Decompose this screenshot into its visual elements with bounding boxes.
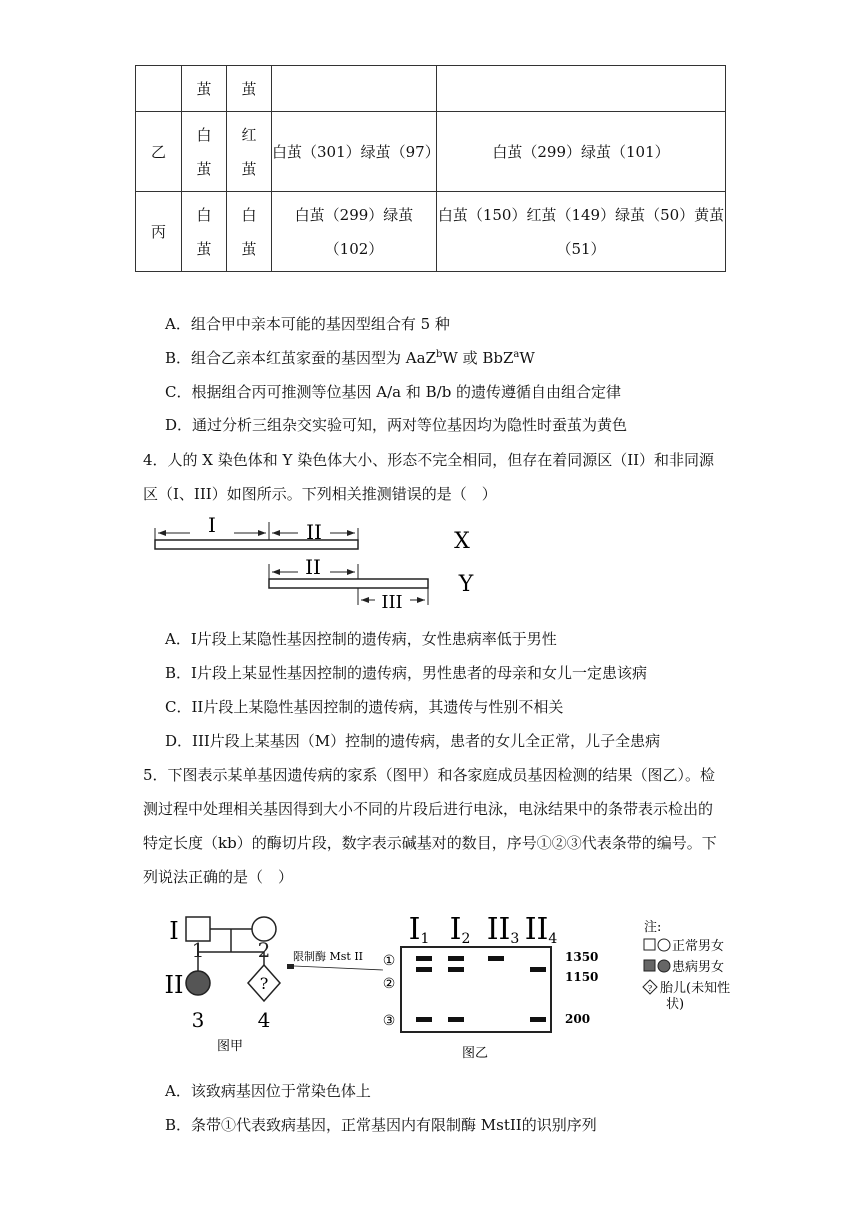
- affected-male-icon: [644, 960, 655, 971]
- q4-stem-line1: 4．人的 X 染色体和 Y 染色体大小、形态不完全相同，但存在着同源区（II）和非同源: [143, 451, 715, 469]
- band-i1-2: [416, 967, 432, 972]
- normal-male-icon: [644, 939, 655, 950]
- legend: [638, 915, 758, 1015]
- band-i1-1: [416, 956, 432, 961]
- table-cell: 白茧（299）绿茧（101）: [437, 112, 726, 192]
- band-ii3-1: [488, 956, 504, 961]
- pedigree-figure: [160, 905, 300, 1055]
- y-chromosome: [269, 579, 428, 588]
- figure-a-caption: 图甲: [216, 1039, 244, 1054]
- enzyme-label: 限制酶 Mst II: [293, 950, 364, 963]
- lane-label-i1: I1: [408, 912, 430, 947]
- band-number-3: ③: [382, 1013, 396, 1029]
- fetus-question-mark: ?: [259, 974, 269, 993]
- affected-female-icon: [658, 960, 670, 972]
- band-ii4-2: [530, 967, 546, 972]
- band-i2-2: [448, 967, 464, 972]
- table-cell: [136, 66, 182, 112]
- table-cell: [437, 66, 726, 112]
- i2-number: 2: [257, 938, 271, 962]
- q5-stem-line3: 特定长度（kb）的酶切片段，数字表示碱基对的数目，序号①②③代表条带的编号。下: [143, 834, 717, 852]
- table-cell: 白茧（301）绿茧（97）: [272, 112, 437, 192]
- q3-option-a: A．组合甲中亲本可能的基因型组合有 5 种: [165, 315, 450, 333]
- legend-fetus-line2: 状): [666, 997, 685, 1012]
- table-cell: 白茧（150）红茧（149）绿茧（50）黄茧 （51）: [437, 192, 726, 272]
- q3-option-d: D．通过分析三组杂交实验可知，两对等位基因均为隐性时蚕茧为黄色: [165, 416, 628, 434]
- affected-female-ii3: [186, 971, 210, 995]
- band-i2-1: [448, 956, 464, 961]
- table-cell: 乙: [136, 112, 182, 192]
- lane-label-ii4: II4: [524, 912, 558, 947]
- q5-stem-line4: 列说法正确的是（ ）: [143, 868, 294, 886]
- q5-option-b: B．条带①代表致病基因，正常基因内有限制酶 MstII的识别序列: [165, 1116, 597, 1134]
- electrophoresis-figure: [375, 905, 605, 1065]
- i1-number: 1: [191, 938, 205, 962]
- q3-option-b: B．组合乙亲本红茧家蚕的基因型为 AaZ$^b$W 或 BbZ$^a$W: [165, 349, 535, 367]
- region-iii-label: III: [381, 592, 403, 612]
- figure-b-caption: 图乙: [461, 1046, 489, 1061]
- legend-normal: 正常男女: [672, 939, 725, 954]
- band-number-2: ②: [382, 976, 396, 992]
- x-chromosome: [155, 540, 358, 549]
- table-cell: 白 茧: [182, 192, 227, 272]
- band-i2-3: [448, 1017, 464, 1022]
- ii4-number: 4: [257, 1008, 271, 1032]
- generation-i-label: I: [169, 917, 179, 945]
- q3-option-c: C．根据组合丙可推测等位基因 A/a 和 B/b 的遗传遵循自由组合定律: [165, 383, 622, 401]
- enzyme-arrow: [285, 945, 385, 975]
- q5-option-a: A．该致病基因位于常染色体上: [165, 1082, 371, 1100]
- legend-title: 注:: [644, 920, 662, 935]
- y-label: Y: [458, 572, 474, 597]
- q5-stem-line1: 5．下图表示某单基因遗传病的家系（图甲）和各家庭成员基因检测的结果（图乙）。检: [143, 766, 716, 784]
- ii3-number: 3: [191, 1008, 205, 1032]
- q4-option-d: D．III片段上某基因（M）控制的遗传病，患者的女儿全正常，儿子全患病: [165, 732, 661, 750]
- table-cell: 白 茧: [227, 192, 272, 272]
- q5-stem-line2: 测过程中处理相关基因得到大小不同的片段后进行电泳，电泳结果中的条带表示检出的: [143, 800, 714, 818]
- band-ii4-3: [530, 1017, 546, 1022]
- fetus-icon-mark: ?: [647, 984, 653, 993]
- table-cell: 白茧（299）绿茧（102）: [272, 192, 437, 272]
- table-cell: [272, 66, 437, 112]
- table-cell: 丙: [136, 192, 182, 272]
- normal-female-icon: [658, 939, 670, 951]
- size-1150: 1150: [565, 970, 599, 984]
- x-label: X: [454, 529, 470, 554]
- q4-option-c: C．II片段上某隐性基因控制的遗传病，其遗传与性别不相关: [165, 698, 564, 716]
- q4-stem-line2: 区（I、III）如图所示。下列相关推测错误的是（ ）: [143, 485, 497, 503]
- q4-option-b: B．I片段上某显性基因控制的遗传病，男性患者的母亲和女儿一定患该病: [165, 664, 647, 682]
- band-number-1: ①: [382, 953, 396, 969]
- table-cell: 红 茧: [227, 112, 272, 192]
- cross-results-table: [135, 65, 726, 272]
- xy-chromosome-figure: [150, 512, 490, 612]
- table-cell: 白 茧: [182, 112, 227, 192]
- lane-label-i2: I2: [449, 912, 471, 947]
- q4-option-a: A．I片段上某隐性基因控制的遗传病，女性患病率低于男性: [165, 630, 557, 648]
- lane-label-ii3: II3: [486, 912, 520, 947]
- band-i1-3: [416, 1017, 432, 1022]
- table-cell: 茧: [227, 66, 272, 112]
- table-cell: 茧: [182, 66, 227, 112]
- size-200: 200: [565, 1012, 591, 1026]
- legend-fetus-line1: 胎儿(未知性: [660, 981, 731, 996]
- region-ii-y-label: II: [305, 555, 321, 579]
- legend-affected: 患病男女: [672, 960, 725, 975]
- region-ii-x-label: II: [306, 520, 322, 544]
- region-i-label: I: [208, 513, 216, 537]
- generation-ii-label: II: [164, 971, 184, 999]
- size-1350: 1350: [565, 950, 599, 964]
